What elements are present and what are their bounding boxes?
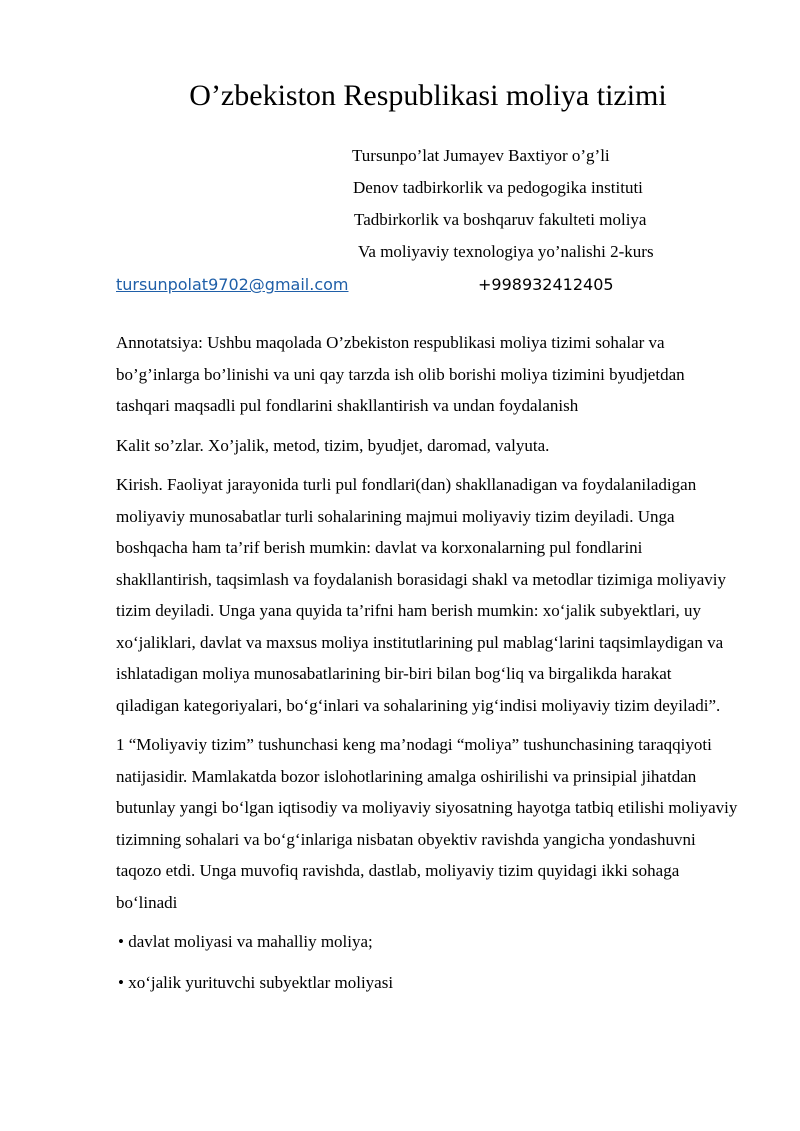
author-institute: Denov tadbirkorlik va pedogogika instituti [353, 178, 643, 197]
document-body [116, 327, 738, 1007]
bullet-item: • davlat moliyasi va mahalliy moliya; [118, 932, 373, 951]
author-direction: Va moliyaviy texnologiya yo’nalishi 2-kurs [358, 242, 654, 261]
phone-number: +998932412405 [478, 275, 614, 294]
author-faculty: Tadbirkorlik va boshqaruv fakulteti moliya [354, 210, 647, 229]
email-link[interactable]: tursunpolat9702@gmail.com [116, 275, 349, 294]
concept-paragraph: 1 “Moliyaviy tizim” tushunchasi keng ma’nodagi “moliya” tushunchasining taraqqiyoti natijasidir. Mamlakatda bozor islohotlarining amalga oshirilishi va prinsipial jihatdan butunlay yangi bo‘lgan iqtisodiy va moliyaviy siyosatning hayotga tatbiq etilishi moliyaviy tizimning sohalari va bo‘g‘inlariga nisbatan obyektiv ravishda yangicha yondashuvni taqozo etdi. Unga muvofiq ravishda, dastlab, moliyaviy tizim quyidagi ikki sohaga bo‘linadi [116, 735, 738, 912]
author-info [352, 144, 654, 272]
document-title: O’zbekiston Respublikasi moliya tizimi [189, 79, 667, 112]
bullet-item: • xo‘jalik yurituvchi subyektlar moliyasi [118, 972, 394, 992]
contact-row [116, 274, 716, 296]
keywords-paragraph: Kalit so’zlar. Xo’jalik, metod, tizim, byudjet, daromad, valyuta. [116, 435, 550, 455]
intro-paragraph: Kirish. Faoliyat jarayonida turli pul fondlari(dan) shakllanadigan va foydalaniladigan moliyaviy munosabatlar turli sohalarining majmui moliyaviy tizim deyiladi. Unga boshqacha ham ta’rif berish mumkin: davlat va korxonalarning pul fondlarini shakllantirish, taqsimlash va foydalanish borasidagi shakl va metodlar tizimiga moliyaviy tizim deyiladi. Unga yana quyida ta’rifni ham berish mumkin: xo‘jalik subyektlari, uy xo‘jaliklari, davlat va maxsus moliya institutlarining pul mablag‘larini taqsimlaydigan va ishlatadigan moliya munosabatlarining bir-biri bilan bog‘liq va birgalikda harakat qiladigan kategoriyalari, bo‘g‘inlari va sohalarining yig‘indisi moliyaviy tizim deyiladi”. [116, 475, 726, 715]
annotation-paragraph: Annotatsiya: Ushbu maqolada O’zbekiston respublikasi moliya tizimi sohalar va bo’g’inlarga bo’linishi va uni qay tarzda ish olib borishi moliya tizimini byudjetdan tashqari maqsadli pul fondlarini shakllantirish va undan foydalanish [116, 333, 685, 415]
author-name: Tursunpo’lat Jumayev Baxtiyor o’g’li [352, 146, 610, 165]
